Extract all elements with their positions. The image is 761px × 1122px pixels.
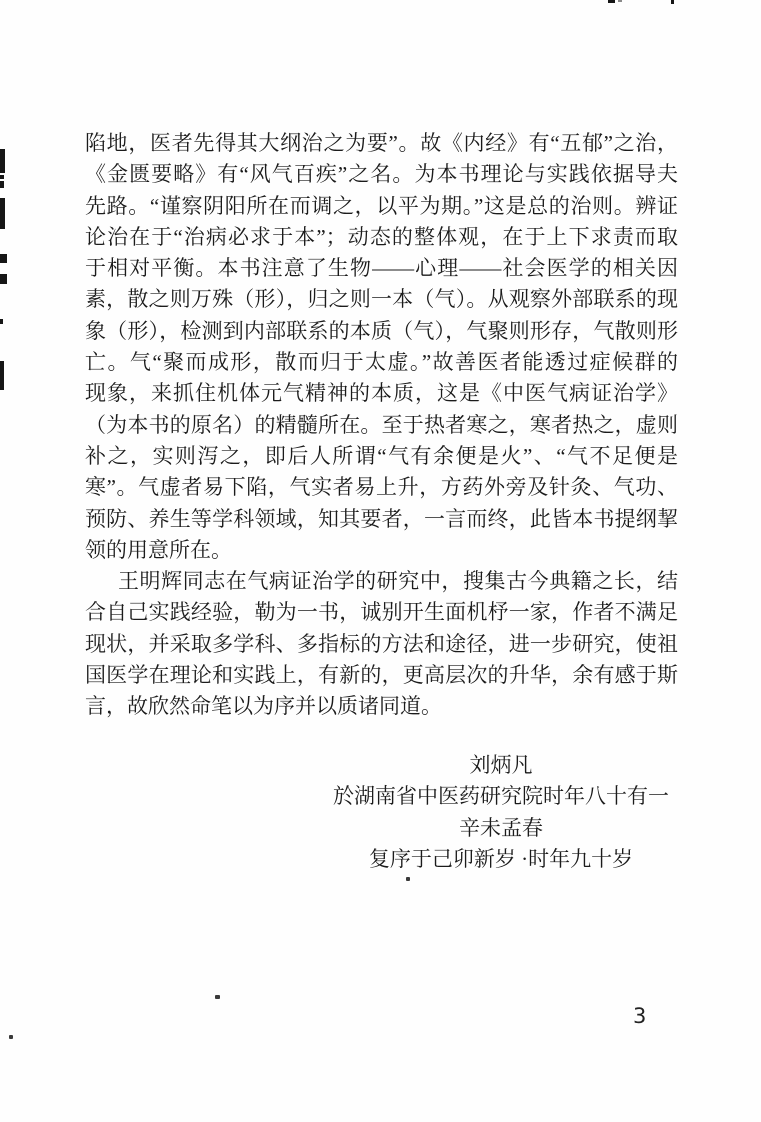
text-line: 合自己实践经验，勒为一书，诚别开生面机杼一家，作者不满足 bbox=[85, 600, 678, 625]
text-line: 王明辉同志在气病证治学的研究中，搜集古今典籍之长，结 bbox=[118, 569, 678, 594]
page-number: 3 bbox=[633, 1004, 647, 1028]
text-line: （为本书的原名）的精髓所在。至于热者寒之，寒者热之，虚则 bbox=[85, 412, 678, 437]
scan-artifact-speck bbox=[608, 0, 615, 3]
scan-artifact-mark bbox=[0, 319, 3, 324]
text-line: 亡。气“聚而成形，散而归于太虚。”故善医者能透过症候群的 bbox=[85, 350, 678, 375]
scan-artifact-speck bbox=[618, 0, 622, 2]
signature-block bbox=[333, 750, 669, 875]
signature-line: 辛未孟春 bbox=[459, 815, 543, 840]
scan-artifact-dot bbox=[9, 1035, 13, 1039]
text-line: 寒”。气虚者易下陷，气实者易上升，方药外旁及针灸、气功、 bbox=[85, 475, 678, 500]
scan-artifact-mark bbox=[0, 181, 4, 188]
scan-artifact-dot bbox=[215, 995, 220, 999]
text-line: 国医学在理论和实践上，有新的，更高层次的升华，余有感于斯 bbox=[85, 663, 678, 688]
text-line: 言，故欣然命笔以为序并以质诸同道。 bbox=[85, 694, 442, 719]
signature-line: 复序于己卯新岁 ·时年九十岁 bbox=[368, 846, 634, 871]
scan-artifact-mark bbox=[0, 274, 7, 284]
text-line: 象（形），检测到内部联系的本质（气），气聚则形存，气散则形 bbox=[85, 318, 678, 343]
text-line: 论治在于“治病必求于本”；动态的整体观，在于上下求责而取 bbox=[85, 224, 678, 249]
text-line: 先路。“谨察阴阳所在而调之，以平为期。”这是总的治则。辨证 bbox=[85, 193, 678, 218]
text-line: 于相对平衡。本书注意了生物——心理——社会医学的相关因 bbox=[85, 256, 678, 281]
scan-artifact-mark bbox=[0, 361, 4, 390]
scan-artifact-mark bbox=[0, 254, 7, 263]
text-line: 领的用意所在。 bbox=[85, 537, 232, 562]
text-line: 补之，实则泻之，即后人所谓“气有余便是火”、“气不足便是 bbox=[85, 443, 678, 468]
text-line: 现象，来抓住机体元气精神的本质，这是《中医气病证治学》 bbox=[85, 381, 678, 406]
text-line: 陷地，医者先得其大纲治之为要”。故《内经》有“五郁”之治， bbox=[85, 131, 678, 155]
text-line: 《金匮要略》有“风气百疾”之名。为本书理论与实践依据导夫 bbox=[85, 162, 678, 187]
scan-artifact-speck bbox=[671, 0, 674, 4]
text-line: 现状，并采取多学科、多指标的方法和途径，进一步研究，使祖 bbox=[85, 631, 678, 656]
text-line: 预防、养生等学科领域，知其要者，一言而终，此皆本书提纲挈 bbox=[85, 506, 678, 531]
scan-artifact-mark bbox=[0, 149, 5, 173]
text-line: 素，散之则万殊（形），归之则一本（气）。从观察外部联系的现 bbox=[85, 287, 678, 312]
scan-artifact-dot bbox=[406, 877, 410, 881]
scan-artifact-mark bbox=[0, 198, 5, 229]
preface-body bbox=[85, 128, 678, 723]
signature-name: 刘炳凡 bbox=[469, 753, 533, 777]
signature-line: 於湖南省中医药研究院时年八十有一 bbox=[333, 784, 669, 809]
scan-artifact-mark bbox=[0, 175, 4, 179]
